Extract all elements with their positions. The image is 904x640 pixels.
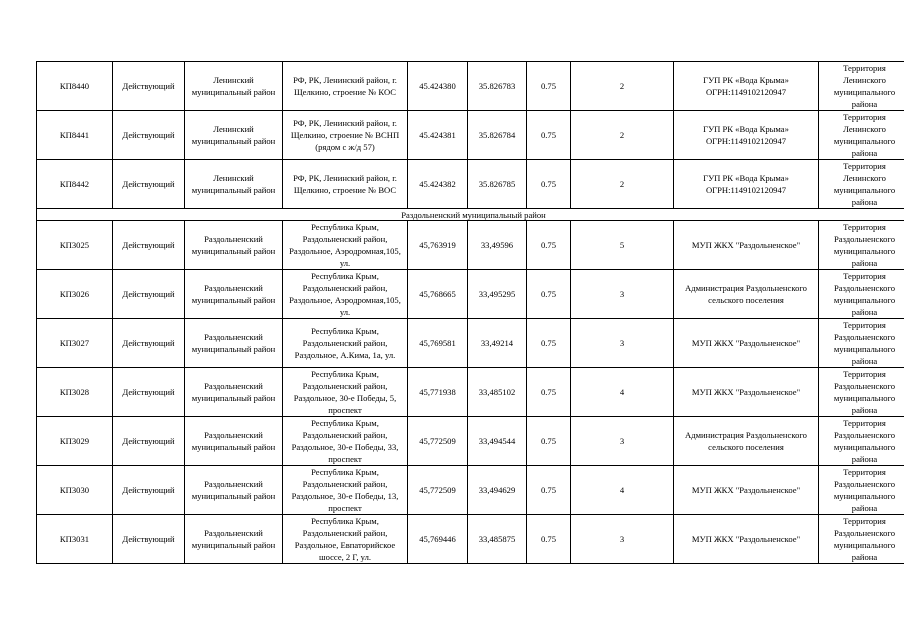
owner-cell: МУП ЖКХ "Раздольненское" <box>674 368 819 417</box>
table-row <box>37 515 904 564</box>
status-cell: Действующий <box>113 62 185 111</box>
area-cell: 0.75 <box>527 221 571 270</box>
table-row <box>37 111 904 160</box>
longitude-cell: 35.826785 <box>468 160 527 209</box>
owner-cell: ГУП РК «Вода Крыма» ОГРН:1149102120947 <box>674 111 819 160</box>
territory-cell: Территория Раздольненского муниципального района <box>819 466 904 515</box>
status-cell: Действующий <box>113 466 185 515</box>
area-cell: 0.75 <box>527 515 571 564</box>
status-cell: Действующий <box>113 515 185 564</box>
status-cell: Действующий <box>113 368 185 417</box>
longitude-cell: 33,494629 <box>468 466 527 515</box>
district-cell: Раздольненский муниципальный район <box>185 515 283 564</box>
address-cell: Республика Крым, Раздольненский район, Раздольное, 30-е Победы, 5, проспект <box>283 368 408 417</box>
table-row <box>37 368 904 417</box>
latitude-cell: 45,769581 <box>408 319 468 368</box>
status-cell: Действующий <box>113 111 185 160</box>
container-count-cell: 3 <box>571 515 674 564</box>
territory-cell: Территория Ленинского муниципального района <box>819 111 904 160</box>
status-cell: Действующий <box>113 270 185 319</box>
longitude-cell: 35.826783 <box>468 62 527 111</box>
latitude-cell: 45.424380 <box>408 62 468 111</box>
container-code: КП3029 <box>37 417 113 466</box>
container-count-cell: 3 <box>571 417 674 466</box>
district-cell: Раздольненский муниципальный район <box>185 270 283 319</box>
owner-cell: Администрация Раздольненского сельского поселения <box>674 270 819 319</box>
container-count-cell: 4 <box>571 466 674 515</box>
address-cell: Республика Крым, Раздольненский район, Раздольное, 30-е Победы, 33, проспект <box>283 417 408 466</box>
container-code: КП8440 <box>37 62 113 111</box>
table-row <box>37 417 904 466</box>
owner-cell: МУП ЖКХ "Раздольненское" <box>674 515 819 564</box>
latitude-cell: 45.424382 <box>408 160 468 209</box>
area-cell: 0.75 <box>527 111 571 160</box>
table-row <box>37 62 904 111</box>
owner-cell: ГУП РК «Вода Крыма» ОГРН:1149102120947 <box>674 160 819 209</box>
longitude-cell: 33,495295 <box>468 270 527 319</box>
area-cell: 0.75 <box>527 270 571 319</box>
latitude-cell: 45,763919 <box>408 221 468 270</box>
territory-cell: Территория Раздольненского муниципального района <box>819 417 904 466</box>
territory-cell: Территория Ленинского муниципального района <box>819 62 904 111</box>
section-header-row <box>37 209 904 221</box>
container-count-cell: 2 <box>571 160 674 209</box>
owner-cell: ГУП РК «Вода Крыма» ОГРН:1149102120947 <box>674 62 819 111</box>
address-cell: РФ, РК, Ленинский район, г. Щелкино, строение № КОС <box>283 62 408 111</box>
longitude-cell: 33,485875 <box>468 515 527 564</box>
district-cell: Раздольненский муниципальный район <box>185 368 283 417</box>
area-cell: 0.75 <box>527 417 571 466</box>
territory-cell: Территория Ленинского муниципального района <box>819 160 904 209</box>
container-count-cell: 3 <box>571 319 674 368</box>
district-cell: Ленинский муниципальный район <box>185 62 283 111</box>
container-count-cell: 2 <box>571 62 674 111</box>
section-header: Раздольненский муниципальный район <box>37 209 904 221</box>
area-cell: 0.75 <box>527 62 571 111</box>
area-cell: 0.75 <box>527 319 571 368</box>
container-code: КП3028 <box>37 368 113 417</box>
address-cell: Республика Крым, Раздольненский район, Раздольное, 30-е Победы, 13, проспект <box>283 466 408 515</box>
area-cell: 0.75 <box>527 466 571 515</box>
address-cell: Республика Крым, Раздольненский район, Раздольное, Аэродромная,105, ул. <box>283 221 408 270</box>
address-cell: РФ, РК, Ленинский район, г. Щелкино, строение № ВСНП (рядом с ж/д 57) <box>283 111 408 160</box>
container-code: КП3027 <box>37 319 113 368</box>
table-row <box>37 270 904 319</box>
status-cell: Действующий <box>113 417 185 466</box>
container-code: КП3025 <box>37 221 113 270</box>
district-cell: Ленинский муниципальный район <box>185 111 283 160</box>
container-count-cell: 4 <box>571 368 674 417</box>
table-row <box>37 466 904 515</box>
area-cell: 0.75 <box>527 368 571 417</box>
container-code: КП8442 <box>37 160 113 209</box>
container-code: КП3031 <box>37 515 113 564</box>
table-row <box>37 319 904 368</box>
address-cell: Республика Крым, Раздольненский район, Раздольное, Аэродромная,105, ул. <box>283 270 408 319</box>
container-code: КП8441 <box>37 111 113 160</box>
container-site-registry-table <box>36 61 904 564</box>
district-cell: Раздольненский муниципальный район <box>185 319 283 368</box>
longitude-cell: 33,485102 <box>468 368 527 417</box>
address-cell: Республика Крым, Раздольненский район, Раздольное, А.Кима, 1а, ул. <box>283 319 408 368</box>
latitude-cell: 45.424381 <box>408 111 468 160</box>
table-row <box>37 160 904 209</box>
owner-cell: Администрация Раздольненского сельского поселения <box>674 417 819 466</box>
territory-cell: Территория Раздольненского муниципального района <box>819 368 904 417</box>
container-count-cell: 3 <box>571 270 674 319</box>
container-count-cell: 2 <box>571 111 674 160</box>
owner-cell: МУП ЖКХ "Раздольненское" <box>674 466 819 515</box>
owner-cell: МУП ЖКХ "Раздольненское" <box>674 319 819 368</box>
longitude-cell: 33,49596 <box>468 221 527 270</box>
container-code: КП3030 <box>37 466 113 515</box>
longitude-cell: 33,49214 <box>468 319 527 368</box>
territory-cell: Территория Раздольненского муниципального района <box>819 270 904 319</box>
district-cell: Раздольненский муниципальный район <box>185 417 283 466</box>
latitude-cell: 45,772509 <box>408 466 468 515</box>
territory-cell: Территория Раздольненского муниципального района <box>819 221 904 270</box>
district-cell: Ленинский муниципальный район <box>185 160 283 209</box>
latitude-cell: 45,771938 <box>408 368 468 417</box>
owner-cell: МУП ЖКХ "Раздольненское" <box>674 221 819 270</box>
latitude-cell: 45,772509 <box>408 417 468 466</box>
territory-cell: Территория Раздольненского муниципального района <box>819 319 904 368</box>
longitude-cell: 35.826784 <box>468 111 527 160</box>
area-cell: 0.75 <box>527 160 571 209</box>
district-cell: Раздольненский муниципальный район <box>185 221 283 270</box>
status-cell: Действующий <box>113 319 185 368</box>
address-cell: РФ, РК, Ленинский район, г. Щелкино, строение № ВОС <box>283 160 408 209</box>
status-cell: Действующий <box>113 160 185 209</box>
status-cell: Действующий <box>113 221 185 270</box>
address-cell: Республика Крым, Раздольненский район, Раздольное, Евпаторийское шоссе, 2 Г, ул. <box>283 515 408 564</box>
latitude-cell: 45,769446 <box>408 515 468 564</box>
latitude-cell: 45,768665 <box>408 270 468 319</box>
territory-cell: Территория Раздольненского муниципального района <box>819 515 904 564</box>
longitude-cell: 33,494544 <box>468 417 527 466</box>
district-cell: Раздольненский муниципальный район <box>185 466 283 515</box>
container-count-cell: 5 <box>571 221 674 270</box>
container-code: КП3026 <box>37 270 113 319</box>
table-row <box>37 221 904 270</box>
